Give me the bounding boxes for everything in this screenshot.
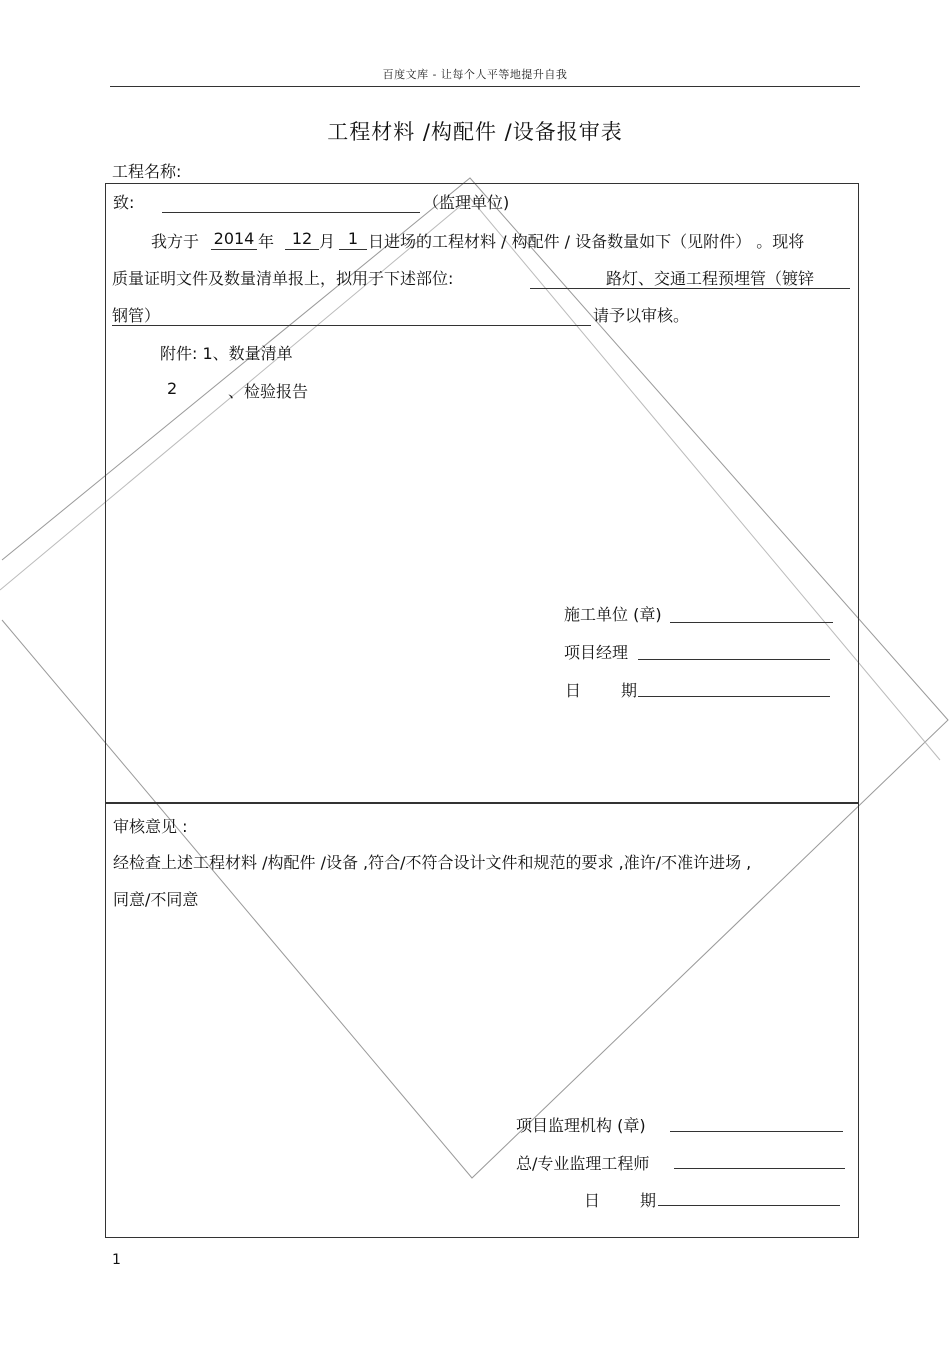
date-label-2-char1: 日 [584, 1191, 601, 1210]
line3-suffix: 请予以审核。 [593, 306, 690, 325]
location-part2[interactable]: 钢管） [112, 306, 161, 325]
project-manager-label: 项目经理 [564, 643, 629, 662]
date-label-1-char1: 日 [565, 681, 582, 700]
entry-year-underline [211, 249, 257, 250]
to-label: 致: [113, 193, 135, 212]
review-opinion-line2: 同意/不同意 [113, 890, 199, 909]
project-manager-field[interactable] [638, 659, 830, 660]
date-field-1[interactable] [638, 696, 830, 697]
review-opinion-label: 审核意见 : [113, 817, 188, 836]
contractor-signature-field[interactable] [670, 622, 833, 623]
location-part1[interactable]: 路灯、交通工程预埋管（镀锌 [606, 269, 815, 288]
line1-prefix: 我方于 [151, 232, 200, 251]
header-rule [110, 86, 860, 87]
line1-rest: 日进场的工程材料 / 构配件 / 设备数量如下（见附件） 。现将 [368, 232, 805, 251]
page-number: 1 [112, 1252, 121, 1268]
entry-month[interactable]: 12 [291, 229, 313, 248]
date-label-2-char2: 期 [640, 1191, 657, 1210]
date-field-2[interactable] [658, 1205, 840, 1206]
supervisor-unit-field[interactable] [162, 212, 420, 213]
engineer-label: 总/专业监理工程师 [516, 1154, 650, 1173]
entry-day-underline [339, 249, 367, 250]
month-suffix: 月 [319, 232, 336, 251]
project-name-label: 工程名称: [112, 162, 182, 181]
form-title: 工程材料 /构配件 /设备报审表 [327, 120, 623, 144]
attachment-2-text: 、检验报告 [228, 382, 309, 401]
attachment-1: 附件: 1、数量清单 [160, 344, 293, 363]
engineer-signature-field[interactable] [674, 1168, 845, 1169]
location-underline-2 [112, 325, 591, 326]
entry-year[interactable]: 2014 [213, 229, 255, 248]
page-header: 百度文库 - 让每个人平等地提升自我 [382, 68, 568, 81]
attachment-2-number: 2 [167, 379, 178, 398]
date-label-1-char2: 期 [621, 681, 638, 700]
entry-month-underline [285, 249, 319, 250]
supervision-org-label: 项目监理机构 (章) [516, 1116, 646, 1135]
location-underline-1 [530, 288, 850, 289]
year-suffix: 年 [258, 232, 275, 251]
review-opinion-line1: 经检查上述工程材料 /构配件 /设备 ,符合/不符合设计文件和规范的要求 ,准许/不准许进场 , [113, 853, 752, 872]
contractor-label: 施工单位 (章) [564, 605, 662, 624]
entry-day[interactable]: 1 [347, 229, 359, 248]
supervisor-unit-suffix: （监理单位) [423, 193, 510, 212]
supervision-org-field[interactable] [670, 1131, 843, 1132]
line2-prefix: 质量证明文件及数量清单报上，拟用于下述部位: [112, 269, 454, 288]
